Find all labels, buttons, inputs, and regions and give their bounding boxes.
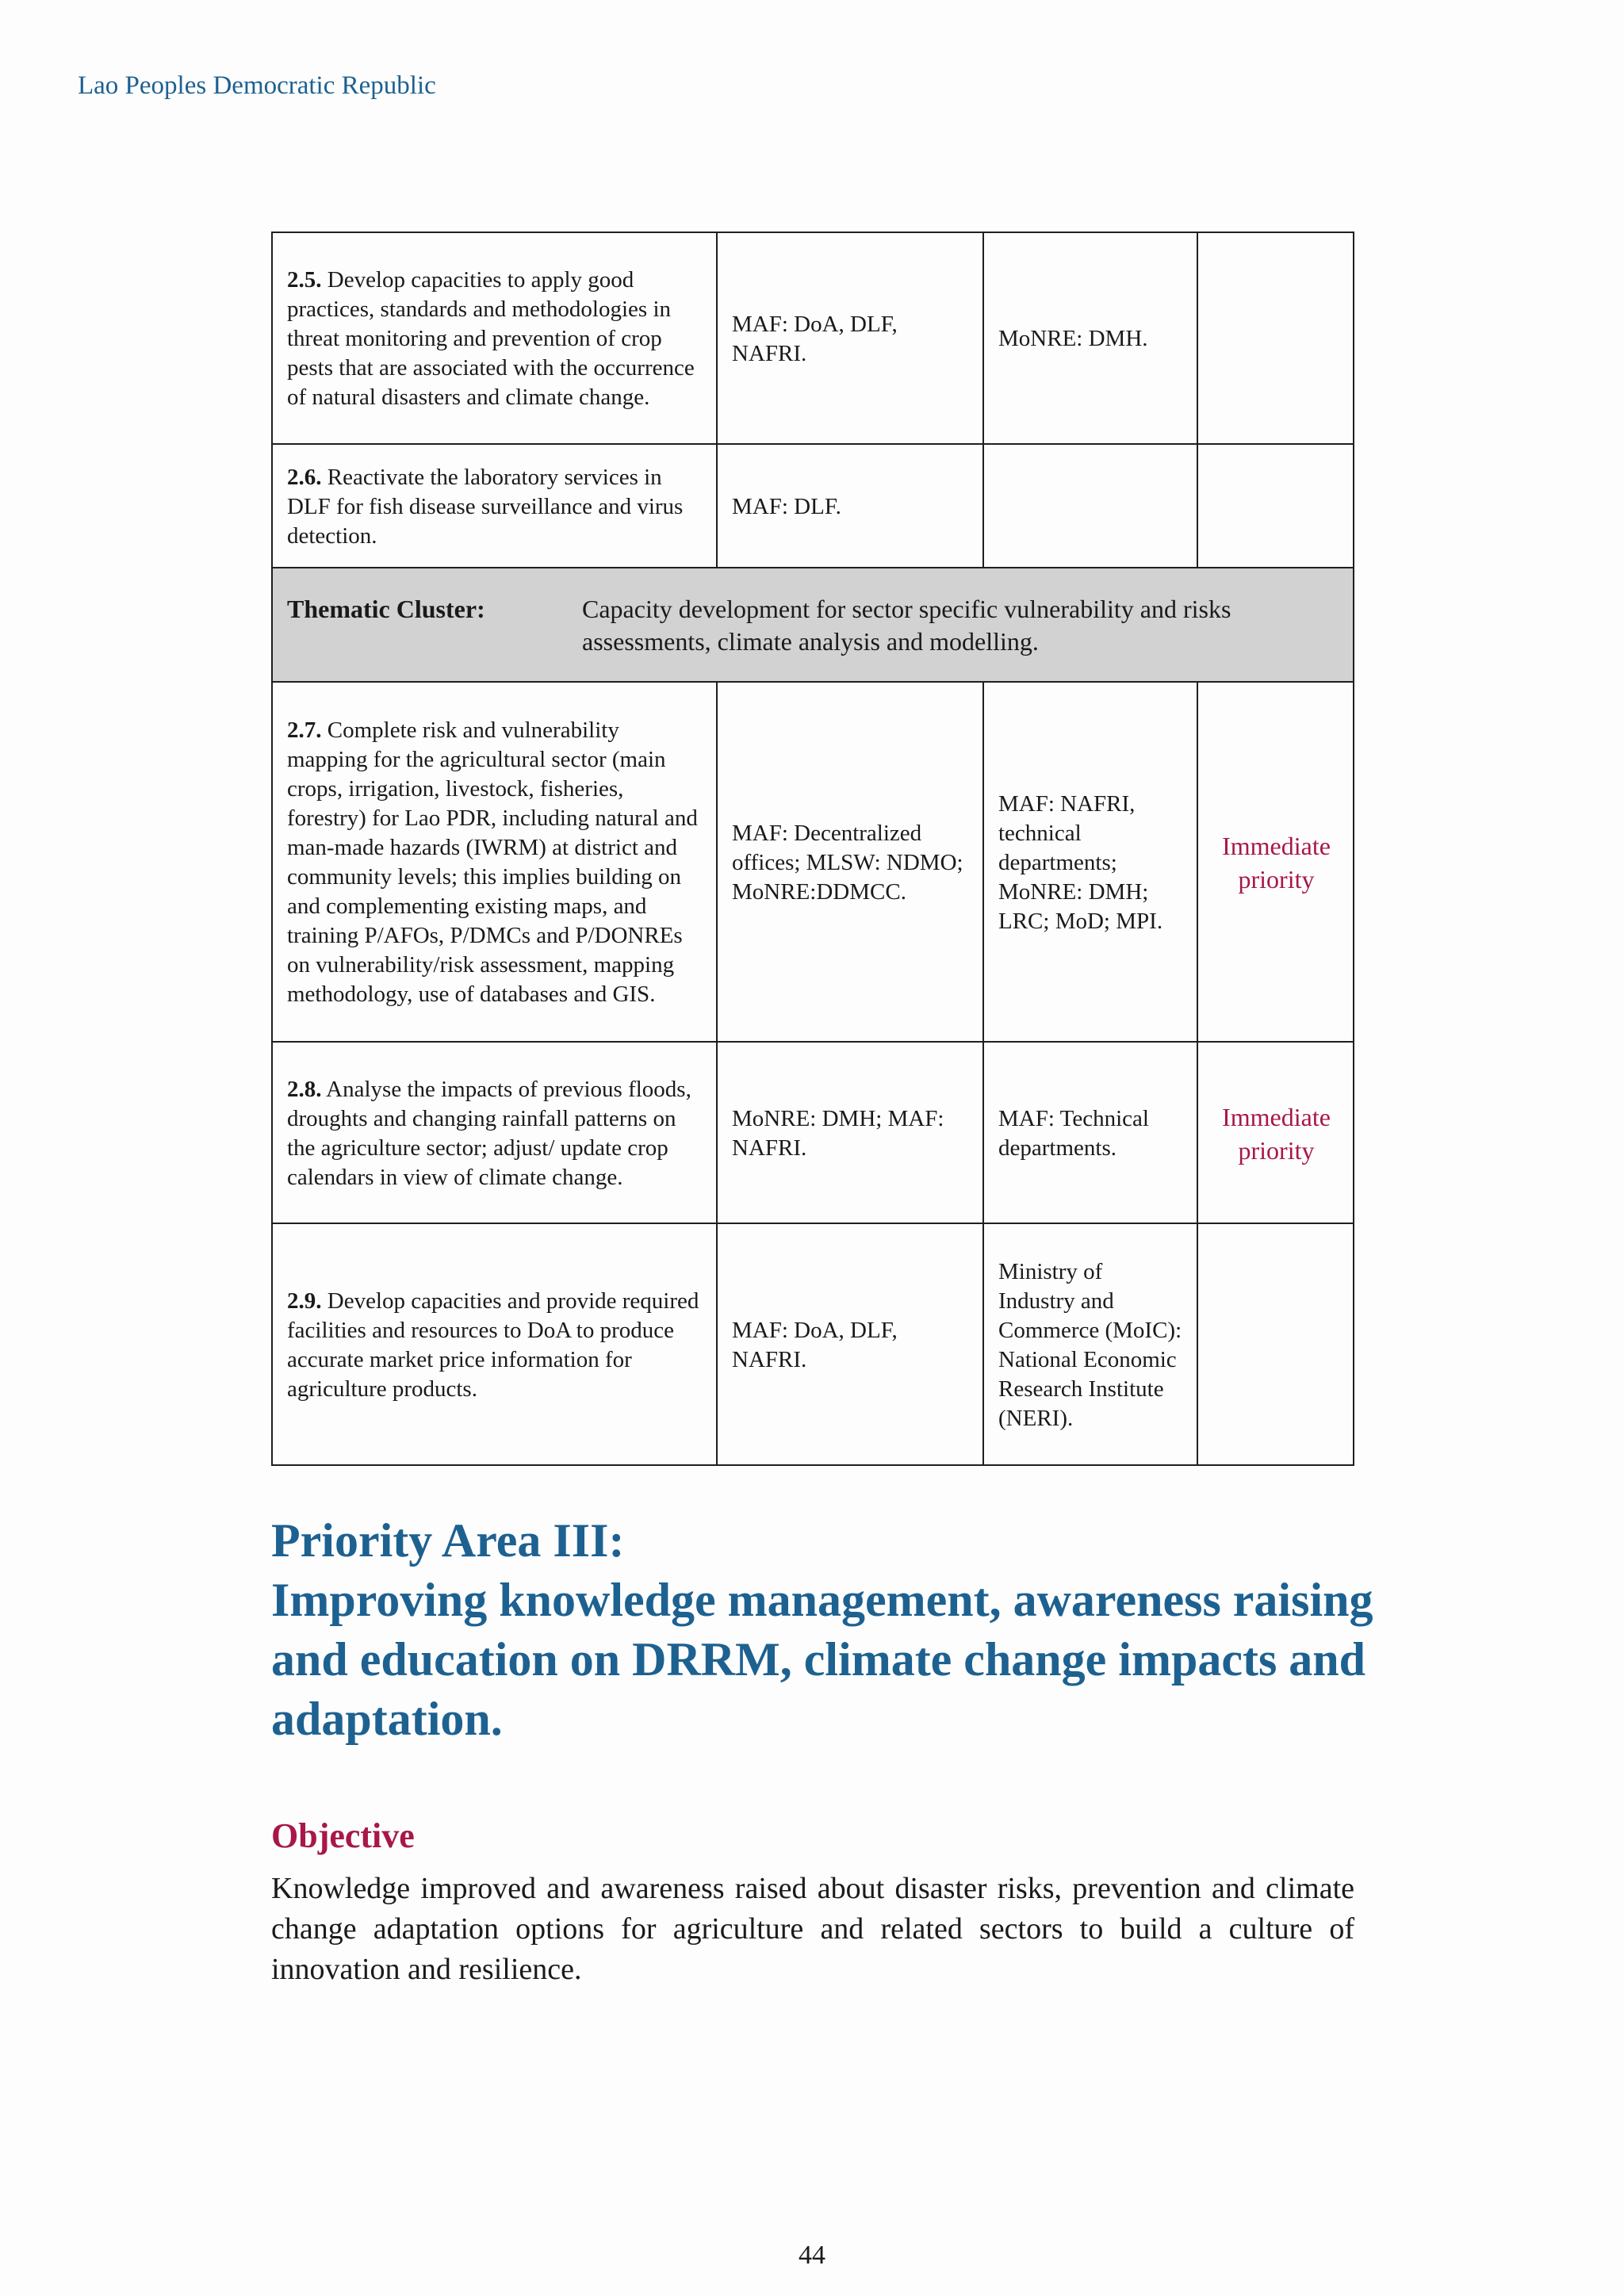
table-row: [272, 1042, 1354, 1223]
priority-area-title: [271, 1511, 1397, 1749]
priority-cell: Immediate priority: [1197, 682, 1354, 1042]
activity-cell: [272, 1223, 717, 1465]
activity-number: 2.8.: [287, 1076, 322, 1102]
action-table: [271, 232, 1353, 1466]
table-row: [272, 444, 1354, 568]
activity-cell: [272, 232, 717, 444]
priority-area-subtitle: Improving knowledge management, awareness raising and education on DRRM, climate change impacts and adaptation.: [271, 1574, 1373, 1745]
support-agency-cell: Ministry of Industry and Commerce (MoIC): National Economic Research Institute (NERI).: [983, 1223, 1197, 1465]
lead-agency-cell: MAF: DLF.: [717, 444, 983, 568]
priority-cell: Immediate priority: [1197, 1042, 1354, 1223]
thematic-cluster-row: [272, 568, 1354, 682]
lead-agency-cell: MAF: DoA, DLF, NAFRI.: [717, 232, 983, 444]
activity-text: Develop capacities to apply good practices, standards and methodologies in threat monitoring and prevention of crop pests that are associated with the occurrence of natural disasters and climate change.: [287, 267, 695, 410]
activity-number: 2.7.: [287, 718, 322, 743]
priority-cell: [1197, 444, 1354, 568]
support-agency-cell: MoNRE: DMH.: [983, 232, 1197, 444]
thematic-cluster-text: Capacity development for sector specific vulnerability and risks assessments, climate analysis and modelling.: [582, 595, 1231, 656]
thematic-cluster-label: Thematic Cluster:: [287, 595, 485, 623]
activity-cell: [272, 682, 717, 1042]
objective-text: Knowledge improved and awareness raised about disaster risks, prevention and climate change adaptation options for agriculture and related sectors to build a culture of innovation and resilience.: [271, 1872, 1354, 1986]
activity-text: Reactivate the laboratory services in DLF for fish disease surveillance and virus detection.: [287, 464, 684, 549]
running-header: Lao Peoples Democratic Republic: [78, 71, 436, 100]
table-row: [272, 1223, 1354, 1465]
page-number: 44: [799, 2241, 825, 2270]
thematic-cluster-cell: [272, 568, 1354, 682]
priority-area-number: Priority Area III:: [271, 1514, 625, 1567]
lead-agency-cell: MAF: DoA, DLF, NAFRI.: [717, 1223, 983, 1465]
priority-cell: [1197, 232, 1354, 444]
support-agency-cell: MAF: NAFRI, technical departments; MoNRE: DMH; LRC; MoD; MPI.: [983, 682, 1197, 1042]
support-agency-cell: [983, 444, 1197, 568]
lead-agency-cell: MAF: Decentralized offices; MLSW: NDMO; MoNRE:DDMCC.: [717, 682, 983, 1042]
support-agency-cell: MAF: Technical departments.: [983, 1042, 1197, 1223]
activity-text: Analyse the impacts of previous floods, droughts and changing rainfall patterns on the agriculture sector; adjust/ update crop calendars in view of climate change.: [287, 1076, 691, 1190]
activity-text: Complete risk and vulnerability mapping for the agricultural sector (main crops, irrigation, livestock, fisheries, forestry) for Lao PDR, including natural and man-made hazards (IWRM) at district and community levels; this implies building on and complementing existing maps, and training P/AFOs, P/DMCs and P/DONREs on vulnerability/risk assessment, mapping methodology, use of databases and GIS.: [287, 718, 698, 1007]
priority-cell: [1197, 1223, 1354, 1465]
activity-cell: [272, 1042, 717, 1223]
activity-number: 2.6.: [287, 464, 322, 490]
activity-number: 2.5.: [287, 267, 322, 293]
table-row: [272, 682, 1354, 1042]
activity-text: Develop capacities and provide required facilities and resources to DoA to produce accurate market price information for agriculture products.: [287, 1288, 699, 1402]
lead-agency-cell: MoNRE: DMH; MAF: NAFRI.: [717, 1042, 983, 1223]
objective-heading: Objective: [271, 1816, 415, 1855]
activity-number: 2.9.: [287, 1288, 322, 1314]
activity-cell: [272, 444, 717, 568]
table-row: [272, 232, 1354, 444]
